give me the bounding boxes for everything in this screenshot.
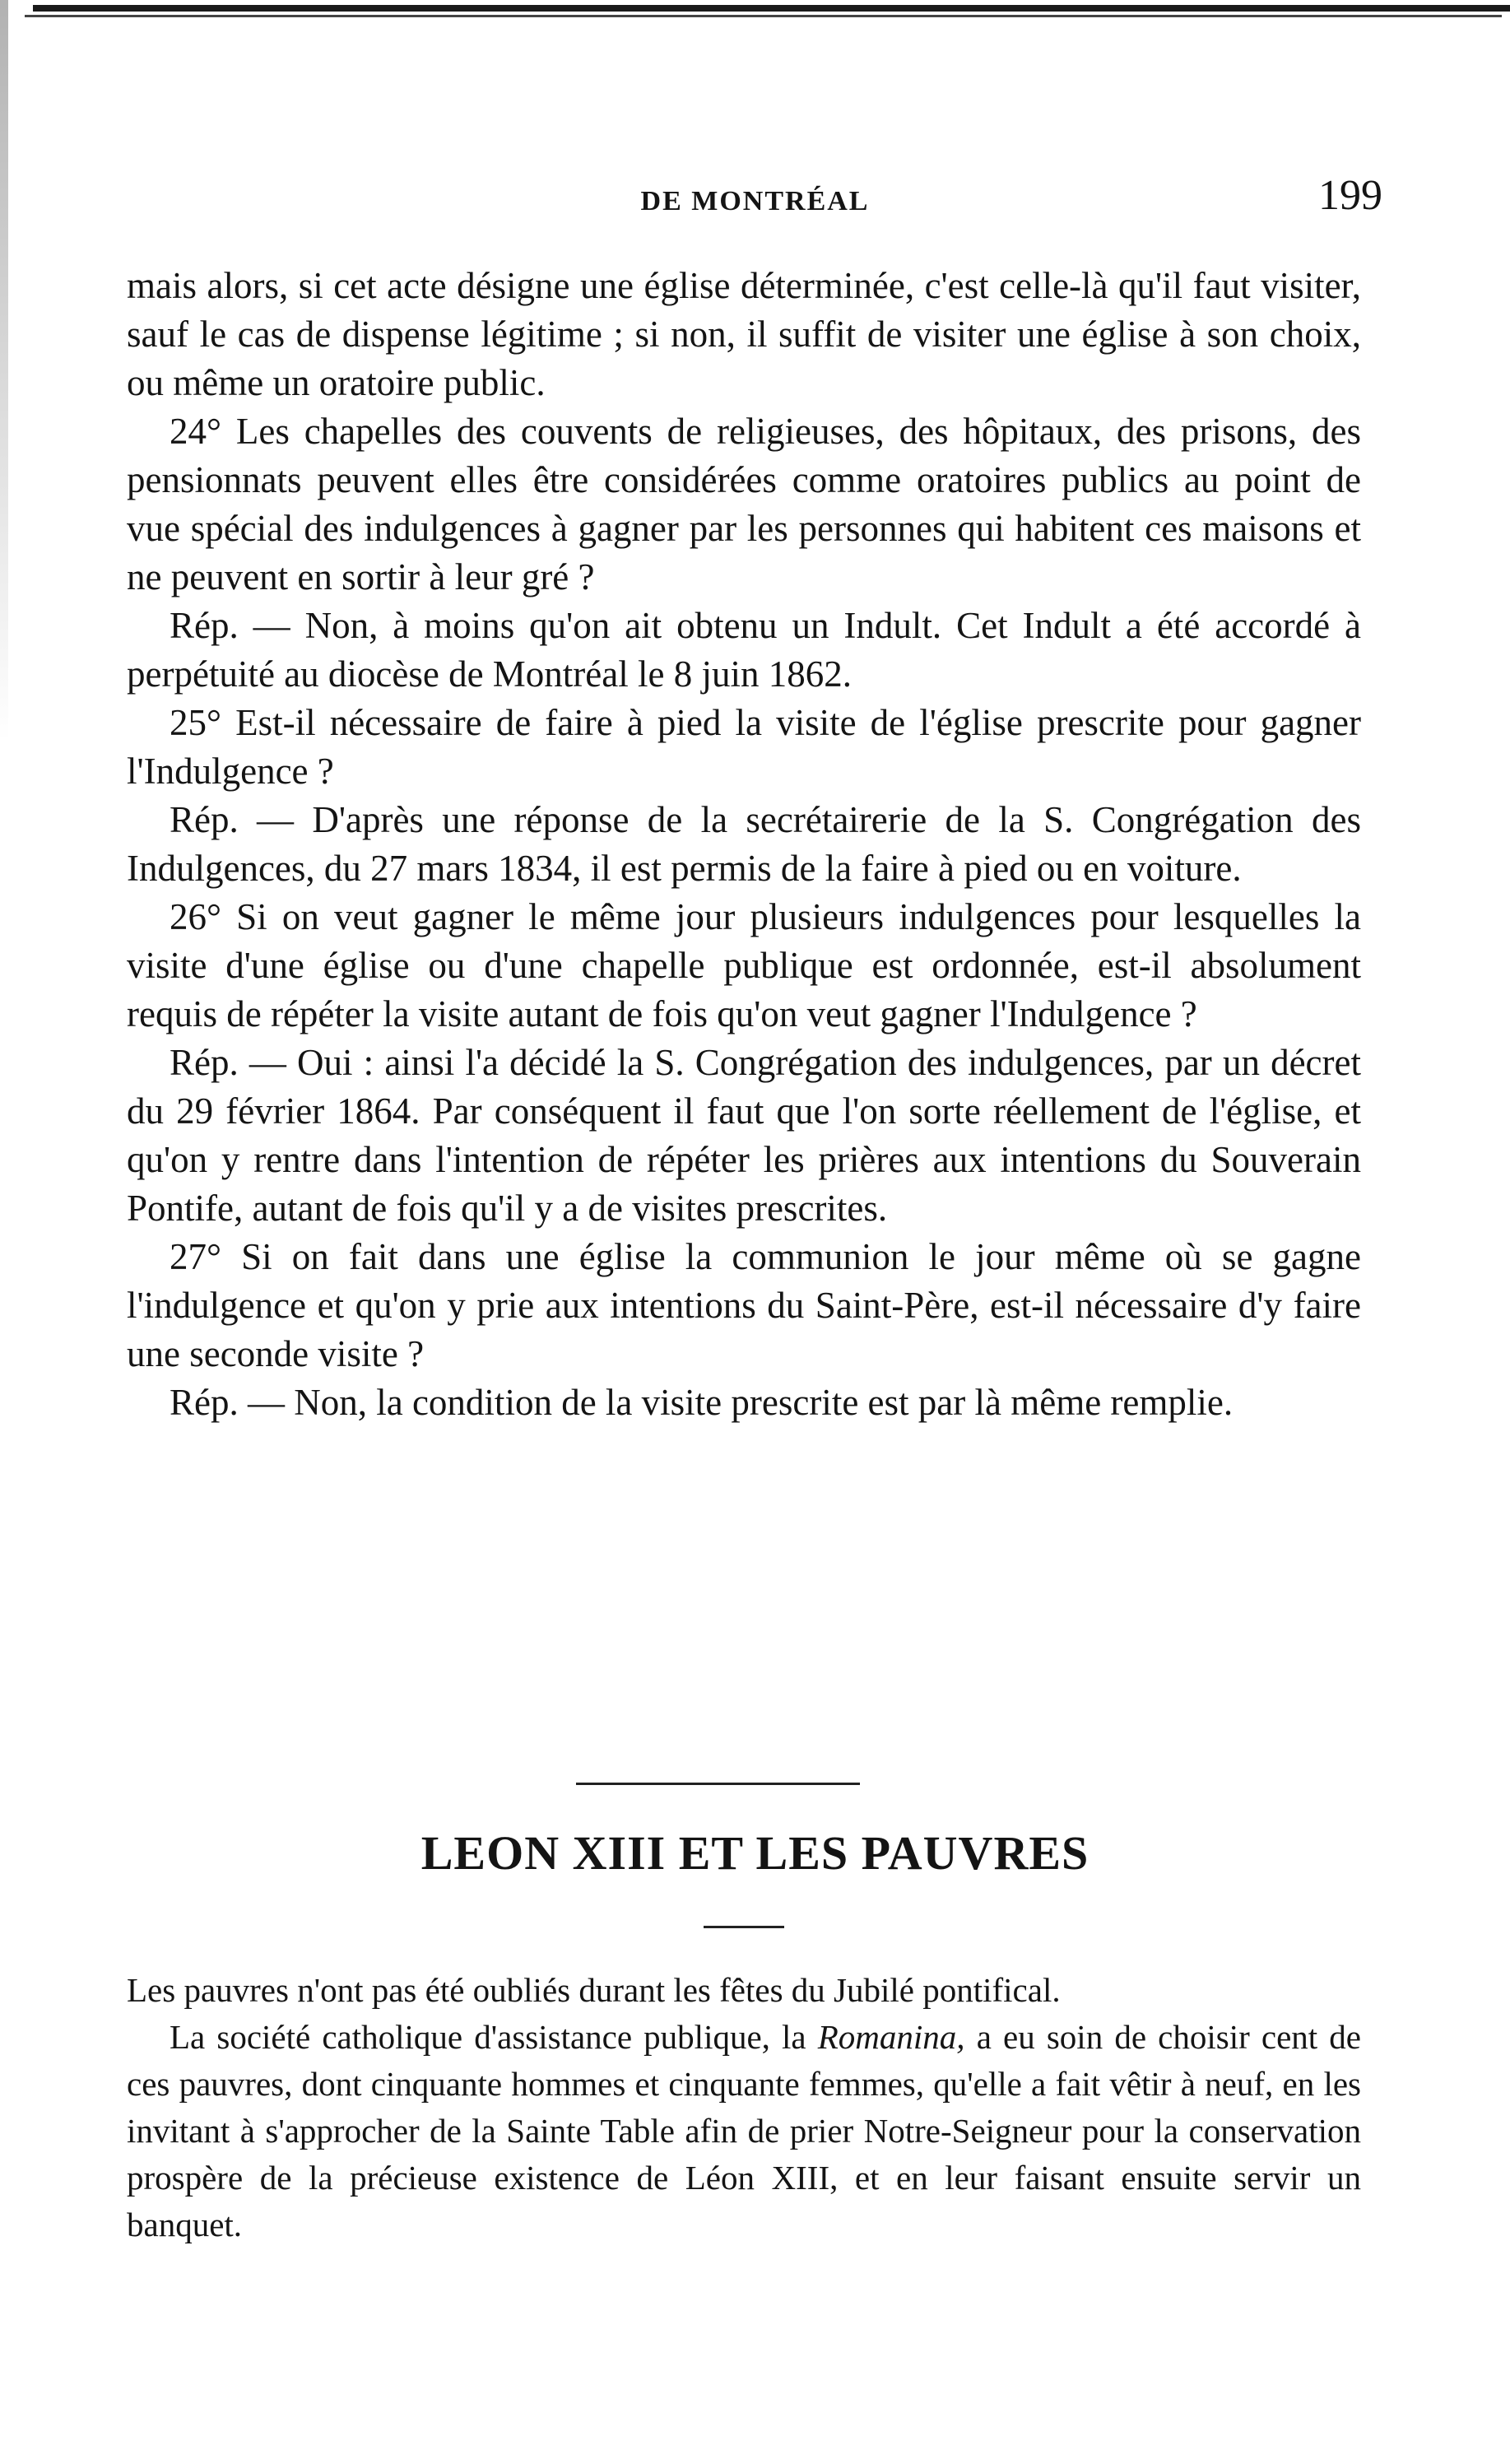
paragraph-answer-26: Rép. — Oui : ainsi l'a décidé la S. Congrégation des indulgences, par un décret du 29 février 1864. Par conséquent il faut que l'on sorte réellement de l'église, et qu'on y rentre dans l'intention de répéter les prières aux intentions du Souverain Pontife, autant de fois qu'il y a de visites prescrites. — [127, 1042, 1361, 1229]
page-number: 199 — [1318, 172, 1382, 219]
paragraph-question-26: 26° Si on veut gagner le même jour plusieurs indulgences pour lesquelles la visite d'une église ou d'une chapelle publique est ordonnée, est-il absolument requis de répéter la visite autant de fois qu'on veut gagner l'Indulgence ? — [127, 896, 1361, 1034]
section-divider — [576, 1783, 860, 1785]
article-text-part: a eu soin de choisir cent de ces pauvres, dont cinquante hommes et cinquante femmes, qu'elle a fait vêtir à neuf, en les invitant à s'approcher de la Sainte Table afin de prier Notre-Seigneur pour la conservation prospère de la précieuse existence de Léon XIII, et en leur faisant ensuite servir un banquet. — [127, 2018, 1361, 2243]
paragraph-answer-27: Rép. — Non, la condition de la visite prescrite est par là même remplie. — [170, 1382, 1234, 1423]
article-paragraph-2 — [127, 2014, 1361, 2248]
paragraph-question-27: 27° Si on fait dans une église la communion le jour même où se gagne l'indulgence et qu'on y prie aux intentions du Saint-Père, est-il nécessaire d'y faire une seconde visite ? — [127, 1236, 1361, 1374]
scan-border-top — [33, 5, 1510, 12]
paragraph-answer-24: Rép. — Non, à moins qu'on ait obtenu un Indult. Cet Indult a été accordé à perpétuité au diocèse de Montréal le 8 juin 1862. — [127, 605, 1361, 695]
article-paragraph-1: Les pauvres n'ont pas été oubliés durant les fêtes du Jubilé pontifical. — [127, 1971, 1061, 2009]
main-text — [127, 262, 1361, 1427]
article-text-part: La société catholique d'assistance publique, la — [170, 2018, 818, 2056]
running-head: DE MONTRÉAL — [640, 186, 870, 216]
paragraph: mais alors, si cet acte désigne une église déterminée, c'est celle-là qu'il faut visiter, sauf le cas de dispense légitime ; si non, il suffit de visiter une église à son choix, ou même un oratoire public. — [127, 265, 1361, 403]
scan-shadow-left — [0, 0, 8, 741]
scan-border-top-thin — [25, 15, 1502, 17]
paragraph-question-25: 25° Est-il nécessaire de faire à pied la visite de l'église prescrite pour gagner l'Indulgence ? — [127, 702, 1361, 792]
title-underline — [704, 1926, 784, 1928]
society-name: Romanina, — [817, 2018, 965, 2056]
section-title: LEON XIII ET LES PAUVRES — [420, 1826, 1090, 1880]
paragraph-answer-25: Rép. — D'après une réponse de la secrétairerie de la S. Congrégation des Indulgences, du 27 mars 1834, il est permis de la faire à pied ou en voiture. — [127, 799, 1361, 889]
paragraph-question-24: 24° Les chapelles des couvents de religieuses, des hôpitaux, des prisons, des pensionnats peuvent elles être considérées comme oratoires publics au point de vue spécial des indulgences à gagner par les personnes qui habitent ces maisons et ne peuvent en sortir à leur gré ? — [127, 411, 1361, 597]
article-text — [127, 1967, 1361, 2248]
